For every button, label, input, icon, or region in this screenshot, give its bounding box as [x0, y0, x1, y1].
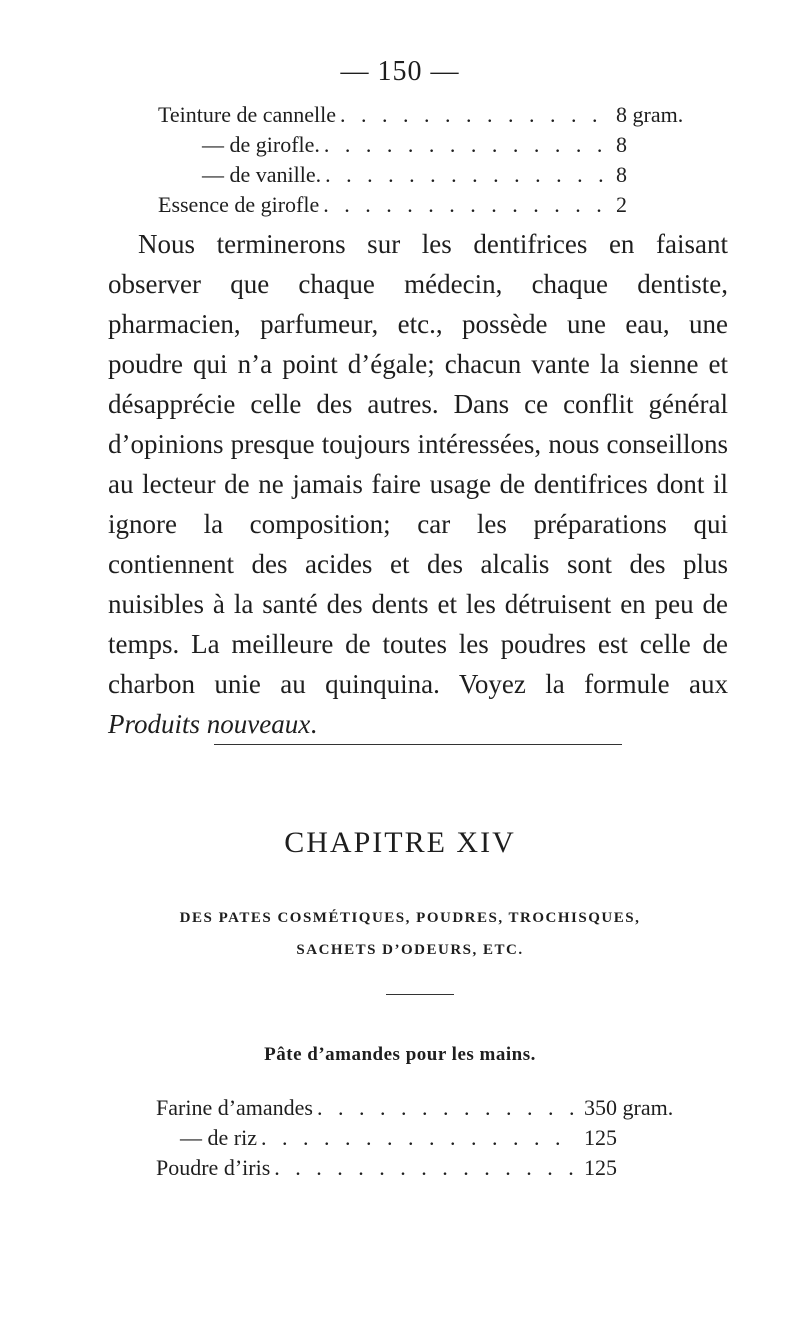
- recipe-row: [158, 130, 698, 160]
- ingredient-quantity: 8 gram.: [616, 102, 684, 127]
- ingredient-name: — de riz: [180, 1125, 257, 1150]
- dot-leader: [319, 190, 606, 220]
- paragraph-italic-reference: Produits nouveaux: [108, 709, 311, 739]
- dot-leader: [257, 1123, 574, 1153]
- ingredient-name: Teinture de cannelle: [158, 102, 337, 127]
- paragraph-end: .: [310, 709, 317, 739]
- recipe-row: [156, 1093, 696, 1123]
- recipe-list-almond-paste: [156, 1093, 696, 1183]
- ingredient-quantity: 2: [616, 192, 627, 217]
- chapter-subtitle: [110, 902, 710, 966]
- recipe-list-tinctures: [158, 100, 698, 220]
- ingredient-quantity: 8: [616, 162, 627, 187]
- chapter-subtitle-line: SACHETS D’ODEURS, ETC.: [296, 942, 524, 958]
- ingredient-quantity: 125: [584, 1155, 617, 1180]
- page-number: — 150 —: [340, 56, 460, 87]
- ingredient-name: Farine d’amandes: [156, 1095, 313, 1120]
- recipe-row: [158, 160, 698, 190]
- ingredient-quantity: 125: [584, 1125, 617, 1150]
- ingredient-name: — de vanille.: [202, 162, 322, 187]
- dot-leader: [313, 1093, 574, 1123]
- dot-leader: [320, 130, 606, 160]
- dot-leader: [321, 160, 606, 190]
- recipe-row: [156, 1123, 696, 1153]
- chapter-subtitle-line: DES PATES COSMÉTIQUES, POUDRES, TROCHISQUES,: [179, 910, 641, 926]
- recipe-heading: Pâte d’amandes pour les mains.: [264, 1044, 536, 1065]
- ingredient-name: Essence de girofle: [158, 192, 320, 217]
- recipe-row: [158, 100, 698, 130]
- dot-leader: [270, 1153, 574, 1183]
- ingredient-name: — de girofle.: [202, 132, 320, 157]
- chapter-title: CHAPITRE XIV: [284, 826, 516, 859]
- ingredient-name: Poudre d’iris: [156, 1155, 271, 1180]
- ingredient-quantity: 8: [616, 132, 627, 157]
- ingredient-quantity: 350 gram.: [584, 1095, 674, 1120]
- recipe-row: [156, 1153, 696, 1183]
- short-divider: [386, 994, 454, 995]
- dot-leader: [336, 100, 606, 130]
- dentifrice-paragraph: [108, 224, 728, 744]
- section-divider: [214, 744, 622, 745]
- paragraph-text: Nous terminerons sur les dentifrices en faisant observer que chaque médecin, chaque dentiste, pharmacien, parfumeur, etc., possède une eau, une poudre qui n’a point d’égale; chacun vante la sienne et désapprécie celle des autres. Dans ce conflit général d’opinions presque toujours intéressées, nous conseillons au lecteur de ne jamais faire usage de dentifrices dont il ignore la composition; car les préparations qui contiennent des acides et des alcalis sont des plus nuisibles à la santé des dents et les détruisent en peu de temps. La meilleure de toutes les poudres est celle de charbon unie au quinquina. Voyez la formule aux: [108, 229, 728, 699]
- recipe-row: [158, 190, 698, 220]
